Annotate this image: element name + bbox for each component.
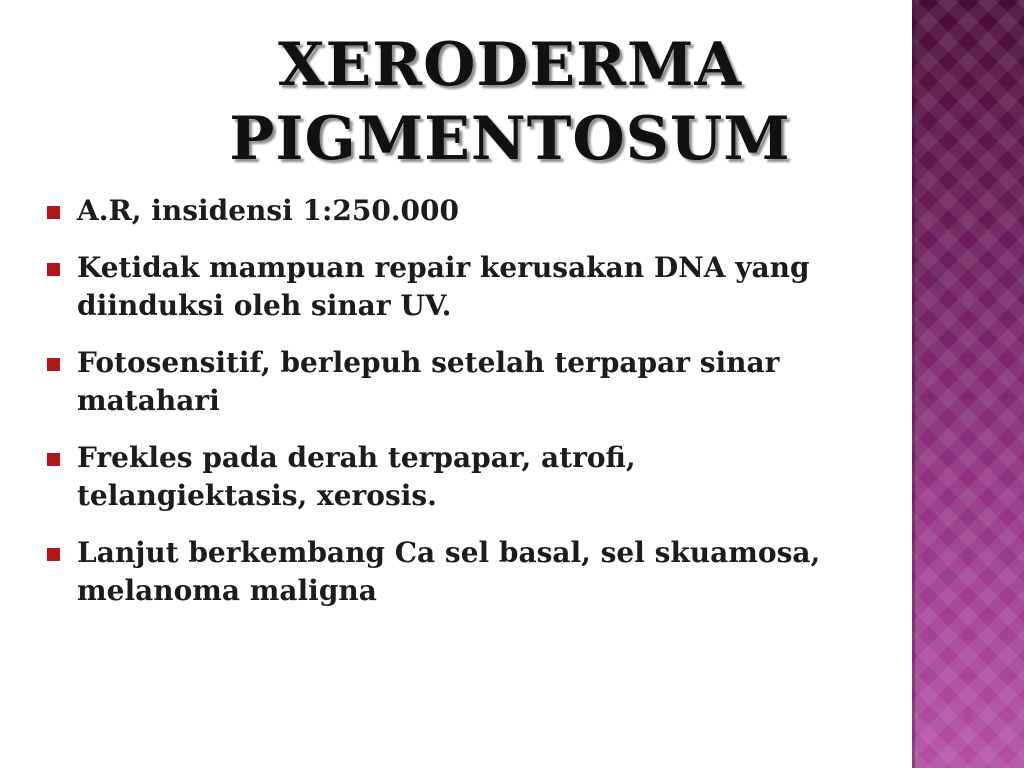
- bullet-text-line: Frekles pada derah terpapar, atrofi,: [77, 441, 636, 474]
- bullet-item-dna-repair: [44, 249, 904, 325]
- bullet-list: [44, 192, 904, 629]
- bullet-text-line: matahari: [77, 384, 220, 417]
- slide-title: [150, 28, 870, 176]
- bullet-text-line: A.R, insidensi 1:250.000: [77, 194, 459, 227]
- square-bullet-icon: [47, 453, 60, 466]
- bullet-text-line: telangiektasis, xerosis.: [77, 479, 437, 512]
- square-bullet-icon: [47, 548, 60, 561]
- side-panel-edge: [912, 0, 915, 768]
- bullet-item-malignancy: [44, 534, 904, 610]
- bullet-item-skin-changes: [44, 439, 904, 515]
- square-bullet-icon: [47, 358, 60, 371]
- bullet-item-photosensitivity: [44, 344, 904, 420]
- bullet-text-line: Ketidak mampuan repair kerusakan DNA yang: [77, 251, 810, 284]
- slide-title-line-2: PIGMENTOSUM: [229, 104, 791, 174]
- bullet-text-line: Fotosensitif, berlepuh setelah terpapar sinar: [77, 346, 780, 379]
- bullet-text-line: diinduksi oleh sinar UV.: [77, 289, 452, 322]
- bullet-text-line: melanoma maligna: [77, 574, 377, 607]
- square-bullet-icon: [47, 206, 60, 219]
- bullet-text-line: Lanjut berkembang Ca sel basal, sel skuamosa,: [77, 536, 821, 569]
- square-bullet-icon: [47, 263, 60, 276]
- bullet-item-inheritance: [44, 192, 904, 230]
- slide-title-line-1: XERODERMA: [277, 30, 742, 100]
- decorative-side-panel: [912, 0, 1024, 768]
